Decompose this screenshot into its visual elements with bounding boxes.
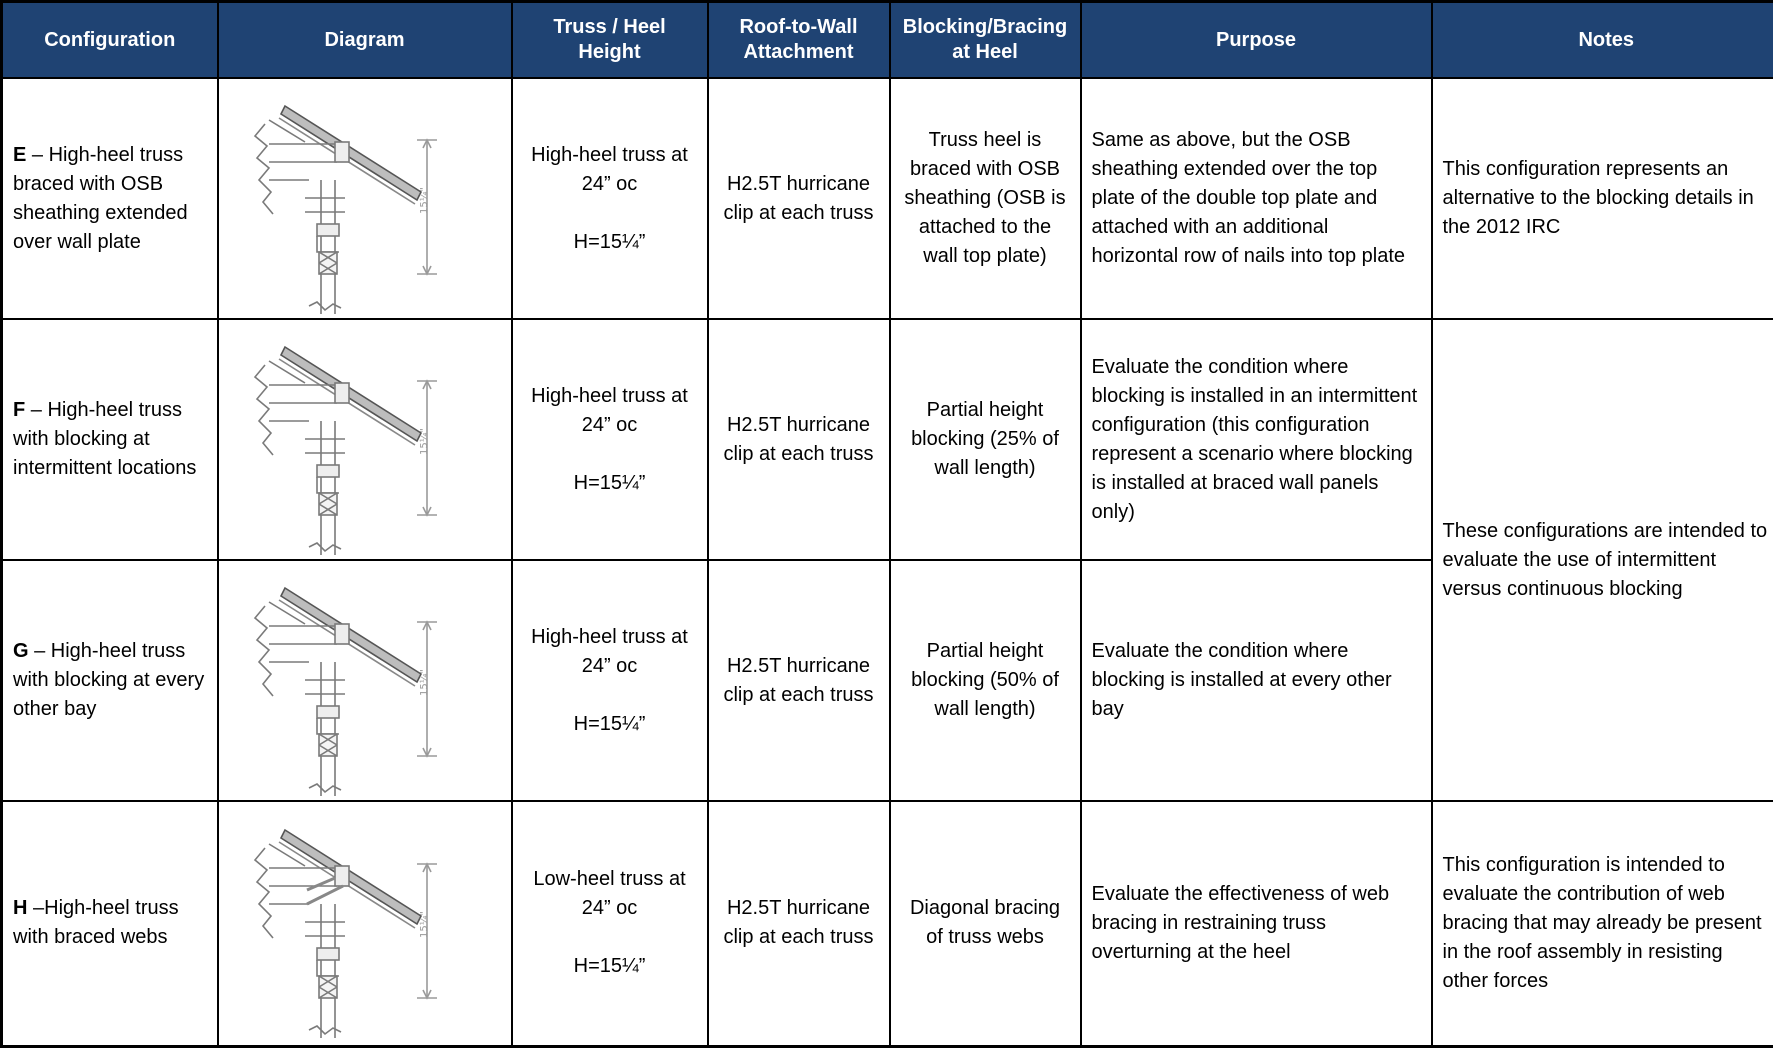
table-row xyxy=(2,801,1773,1046)
header-blocking-bracing xyxy=(890,2,1081,79)
table-row xyxy=(2,78,1773,319)
heel-height: H=15¼” xyxy=(573,230,646,253)
config-description: – High-heel truss braced with OSB sheathing extended over wall plate xyxy=(13,143,188,253)
height-dimension-label: 15¼" xyxy=(418,186,430,214)
truss-spacing: High-heel truss at 24” oc xyxy=(531,143,688,195)
header-roof-wall-line1: Roof-to-Wall xyxy=(739,16,858,38)
config-description: – High-heel truss with blocking at every other bay xyxy=(13,640,205,720)
diagram-cell xyxy=(218,78,512,319)
heel-height: H=15¼” xyxy=(573,955,646,978)
header-row xyxy=(2,2,1773,79)
table-row xyxy=(2,319,1773,560)
purpose-cell: Evaluate the condition where blocking is installed at every other bay xyxy=(1081,560,1432,801)
attachment-cell: H2.5T hurricane clip at each truss xyxy=(708,319,890,560)
configuration-cell xyxy=(2,560,218,801)
header-purpose: Purpose xyxy=(1081,2,1432,79)
purpose-cell: Same as above, but the OSB sheathing extended over the top plate of the double top plate and attached with an additional horizontal row of nails into top plate xyxy=(1081,78,1432,319)
notes-cell: These configurations are intended to evaluate the use of intermittent versus continuous blocking xyxy=(1432,319,1773,801)
truss-heel-cell xyxy=(512,78,708,319)
header-diagram: Diagram xyxy=(218,2,512,79)
header-roof-to-wall xyxy=(708,2,890,79)
purpose-cell: Evaluate the effectiveness of web bracing in restraining truss overturning at the heel xyxy=(1081,801,1432,1046)
header-notes: Notes xyxy=(1432,2,1773,79)
header-roof-wall-line2: Attachment xyxy=(743,41,854,63)
blocking-cell: Partial height blocking (25% of wall length) xyxy=(890,319,1081,560)
config-letter: G xyxy=(13,640,29,662)
config-description: –High-heel truss with braced webs xyxy=(13,897,179,949)
header-blocking-line2: at Heel xyxy=(952,41,1018,63)
heel-height: H=15¼” xyxy=(573,471,646,494)
header-truss-heel-line1: Truss / Heel xyxy=(553,16,666,38)
config-letter: E xyxy=(13,143,27,166)
header-configuration: Configuration xyxy=(2,2,218,79)
notes-cell: This configuration represents an alternative to the blocking details in the 2012 IRC xyxy=(1432,78,1773,319)
notes-cell: This configuration is intended to evaluate the contribution of web bracing that may already be present in the roof assembly in resisting other forces xyxy=(1432,801,1773,1046)
height-dimension-label: 15¼" xyxy=(418,911,430,939)
heel-diagram xyxy=(245,566,485,796)
heel-diagram xyxy=(245,325,485,555)
diagram-cell xyxy=(218,801,512,1046)
truss-heel-cell xyxy=(512,801,708,1046)
configuration-cell xyxy=(2,801,218,1046)
blocking-cell: Partial height blocking (50% of wall length) xyxy=(890,560,1081,801)
attachment-cell: H2.5T hurricane clip at each truss xyxy=(708,801,890,1046)
attachment-cell: H2.5T hurricane clip at each truss xyxy=(708,78,890,319)
truss-spacing: High-heel truss at 24” oc xyxy=(531,384,688,436)
diagram-cell xyxy=(218,319,512,560)
truss-spacing: Low-heel truss at 24” oc xyxy=(533,868,686,920)
purpose-cell: Evaluate the condition where blocking is installed in an intermittent configuration (this configuration represent a scenario where blocking is installed at braced wall panels only) xyxy=(1081,319,1432,560)
blocking-cell: Diagonal bracing of truss webs xyxy=(890,801,1081,1046)
header-truss-heel-height xyxy=(512,2,708,79)
config-letter: H xyxy=(13,897,28,920)
diagram-cell xyxy=(218,560,512,801)
attachment-cell: H2.5T hurricane clip at each truss xyxy=(708,560,890,801)
truss-heel-cell xyxy=(512,560,708,801)
header-truss-heel-line2: Height xyxy=(578,41,641,63)
configuration-cell xyxy=(2,319,218,560)
header-blocking-line1: Blocking/Bracing xyxy=(902,16,1068,38)
height-dimension-label: 15¼" xyxy=(418,668,430,696)
height-dimension-label: 15¼" xyxy=(418,427,430,455)
heel-diagram-braced-webs xyxy=(245,808,485,1038)
heel-height: H=15¼” xyxy=(573,712,646,735)
blocking-cell: Truss heel is braced with OSB sheathing (OSB is attached to the wall top plate) xyxy=(890,78,1081,319)
truss-spacing: High-heel truss at 24” oc xyxy=(531,625,688,677)
truss-heel-cell xyxy=(512,319,708,560)
config-letter: F xyxy=(13,399,26,421)
config-description: – High-heel truss with blocking at intermittent locations xyxy=(13,399,197,479)
configuration-cell xyxy=(2,78,218,319)
heel-diagram xyxy=(245,84,485,314)
